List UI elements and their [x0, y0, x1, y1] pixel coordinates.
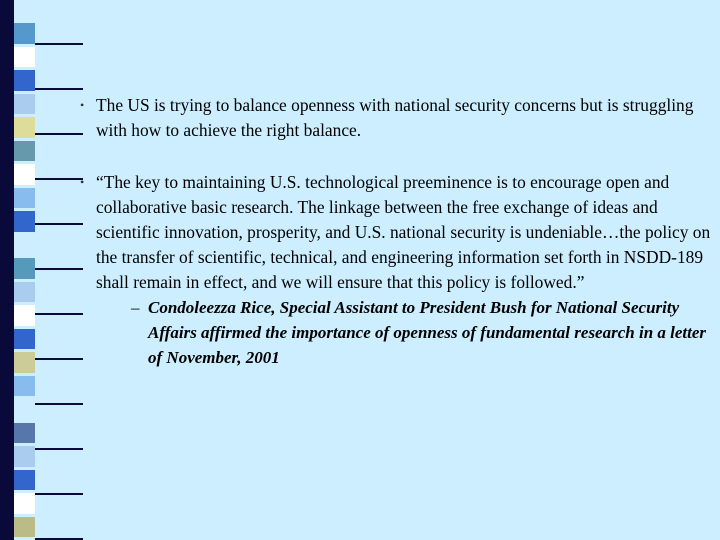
stripe-block: [14, 70, 35, 90]
stripe-block: [14, 399, 35, 419]
stripe-block: [14, 470, 35, 490]
stripe-block: [14, 164, 35, 184]
stripe-block: [14, 117, 35, 137]
stripe-block: [14, 517, 35, 537]
stripe-block: [14, 282, 35, 302]
dark-column-block: [35, 180, 83, 223]
stripe-block: [14, 94, 35, 114]
dark-column-block: [35, 450, 83, 493]
quote-text: “The key to maintaining U.S. technological preeminence is to encourage open and collaborative basic research. The linkage between the free exchange of ideas and scientific innovation, prosperity, and U.S. national security is undeniable…the policy on the transfer of scientific, technical, and engineering information set forth in NSDD-189 shall remain in effect, and we will ensure that this policy is followed.”: [96, 172, 711, 292]
stripe-block: [14, 446, 35, 466]
bullet-marker: •: [80, 175, 85, 189]
stripe-block: [14, 188, 35, 208]
stripe-block: [14, 0, 35, 20]
stripe-block: [14, 423, 35, 443]
decorative-dark-column: [35, 0, 83, 540]
dark-column-block: [35, 360, 83, 403]
left-dark-bar: [0, 0, 14, 540]
stripe-block: [14, 376, 35, 396]
dark-column-block: [35, 315, 83, 358]
bullet-text: The US is trying to balance openness with national security concerns but is struggling with how to achieve the right balance.: [96, 95, 694, 140]
stripe-block: [14, 493, 35, 513]
slide-body: [80, 93, 715, 370]
dash-marker: –: [131, 298, 140, 317]
dark-column-block: [35, 45, 83, 88]
dark-column-block: [35, 495, 83, 538]
dark-column-block: [35, 135, 83, 178]
decorative-stripe-column: [14, 0, 35, 540]
stripe-block: [14, 211, 35, 231]
dark-column-block: [35, 90, 83, 133]
stripe-block: [14, 141, 35, 161]
stripe-block: [14, 23, 35, 43]
stripe-block: [14, 305, 35, 325]
stripe-block: [14, 329, 35, 349]
stripe-block: [14, 352, 35, 372]
attribution: [131, 295, 715, 370]
dark-column-block: [35, 405, 83, 448]
stripe-block: [14, 47, 35, 67]
stripe-block: [14, 235, 35, 255]
stripe-block: [14, 258, 35, 278]
dark-column-block: [35, 225, 83, 268]
attribution-text: Condoleezza Rice, Special Assistant to President Bush for National Security Affairs affirmed the importance of openness of fundamental research in a letter of November, 2001: [148, 298, 707, 367]
bullet-marker: •: [80, 98, 85, 112]
dark-column-block: [35, 270, 83, 313]
bullet-item: [80, 93, 715, 143]
bullet-item: [80, 170, 715, 370]
dark-column-block: [35, 0, 83, 43]
